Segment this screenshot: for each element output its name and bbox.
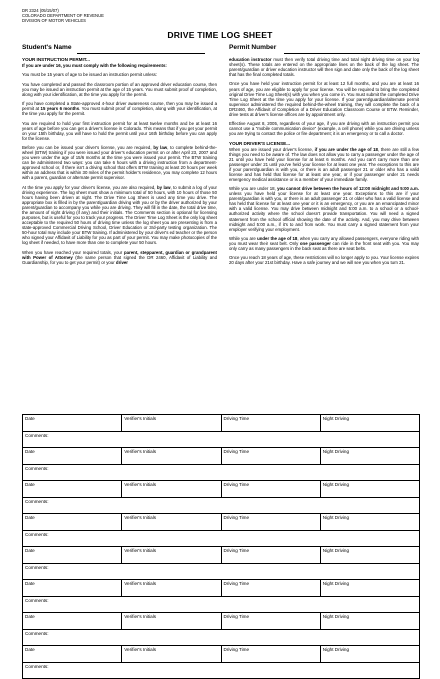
student-info-row [22, 44, 418, 56]
date-cell[interactable]: Date [23, 646, 122, 663]
log-comments-row [23, 432, 420, 448]
log-entry-row [23, 580, 420, 597]
night-driving-cell[interactable]: Night Driving [320, 613, 419, 630]
left-column [22, 57, 217, 269]
driving-time-cell[interactable]: Driving Time [221, 514, 320, 531]
log-entry-row [23, 547, 420, 564]
verifier-initials-cell[interactable]: Verifier's Initials [122, 415, 221, 432]
right-column [229, 57, 419, 270]
driving-log-paragraph: At the time you apply for your driver's license, you are also required, by law, to submit a log of your driving experience. The log sheet must show a minimum total of 50 hours, with 10 hours of those 50 hours having been driven at night. The Drive Time Log Sheet is used any time you drive. The appropriate box is filled in by the parent/guardian driving with you or by the driver authorized by your parent/guardian to accompany you while you are driving. They will fill in the date, the total drive time, the amount of night driving (if any) and their initials. The Comments section is optional for licensing purposes, but is useful for you to track your progress. The Driver Time Log Sheet is the only log sheet acceptable to the required 50 hours of driving time unless the log sheet you are presenting is from a state-approved Commercial Driving School, Driver Education or 3rd-party testing organization. The 50-hour total may include your BTW training. If administered by your driver's ed teacher or the person who signed your Affidavit of Liability for you as part of your permit. You may make photocopies of the log sheet if needed, to have more than one to complete your 50 hours. [22, 184, 218, 246]
form-number: DR 2324 (05/15/07) [22, 8, 59, 13]
driver-ed-paragraph: You have completed and passed the classroom portion of an approved driver education course, then you may be issued an instruction permit at the age of 15 years. You must submit proof of completion, along with your identification, at the time you apply for the permit. [22, 81, 217, 97]
permit-number-field[interactable] [284, 53, 420, 54]
date-cell[interactable]: Date [23, 580, 122, 597]
comments-cell[interactable]: Comments: [23, 465, 420, 481]
comments-cell[interactable]: Comments: [23, 564, 420, 580]
seat-belt-paragraph: While you are under the age of 18, when you carry any allowed passengers, everyone riding with you must wear their seat belt. Only one passenger can ride in the front seat with you. You may only carry as many passengers in the back seat as there are seat belts. [229, 235, 419, 252]
passenger-restriction-paragraph: When you are issued your driver's license, if you are under the age of 18, there are still a few things you need to be aware of. The law does not allow you to carry a passenger under the age of 21 until you have held your license for at least 6 months. And you can't carry more than one passenger under 21 until you've held your license for at least one year. The exceptions to this are if your parent/guardian is with you, or there is an adult passenger 21 or older who has a valid license and has held that license for at least one year, or if your passenger under 21 needs emergency medical assistance or is a member of your immediate family. [229, 146, 419, 182]
log-comments-row [23, 564, 420, 580]
date-cell[interactable]: Date [23, 448, 122, 465]
comments-cell[interactable]: Comments: [23, 498, 420, 514]
night-driving-cell[interactable]: Night Driving [320, 547, 419, 564]
verifier-initials-cell[interactable]: Verifier's Initials [122, 613, 221, 630]
night-driving-cell[interactable]: Night Driving [320, 448, 419, 465]
comments-cell[interactable]: Comments: [23, 531, 420, 547]
permit-number-label: Permit Number [229, 44, 277, 51]
age-18-paragraph: Once you reach 18 years of age, these restrictions will no longer apply to you. Your license expires 20 days after your 21st birthday. Have a safe journey and we will see you when you turn 21. [229, 255, 419, 266]
verification-paragraph: When you have reached your required totals, your parent, stepparent, guardian or grandparent with Power of Attorney (the same person that signed the DR 2460, Affidavit of Liability and Guardianship, for you to get your permit) or your driver [22, 249, 217, 265]
log-entry-row [23, 514, 420, 531]
night-driving-cell[interactable]: Night Driving [320, 580, 419, 597]
log-entry-row [23, 613, 420, 630]
night-driving-cell[interactable]: Night Driving [320, 415, 419, 432]
document-title: DRIVE TIME LOG SHEET [167, 30, 273, 40]
driving-time-cell[interactable]: Driving Time [221, 646, 320, 663]
night-driving-cell[interactable]: Night Driving [320, 646, 419, 663]
student-name-field[interactable] [77, 53, 205, 54]
verifier-initials-cell[interactable]: Verifier's Initials [122, 646, 221, 663]
drivers-license-heading: YOUR DRIVER'S LICENSE... [229, 140, 291, 146]
license-eligibility-paragraph: Once you have held your instruction permit for at least 12 full months, and you are at least 16 years of age, you are eligible to apply for your license. You will be required to bring the completed original Drive Time Log Sheet(s) with you when you come in. You must submit the completed Drive Time Log Sheet at the time you apply for your license. If your parent/guardian/alternate permit supervisor administered the required behind-the-wheel training, they will complete the back of a DR2460, the Affidavit of Completion of a Driver Education Classroom Course or BTW. Reminder, drive tests at driver's license offices are by appointment only. [229, 81, 419, 117]
instruction-permit-heading: YOUR INSTRUCTION PERMIT... [22, 57, 90, 62]
driving-time-cell[interactable]: Driving Time [221, 415, 320, 432]
log-comments-row [23, 498, 420, 514]
log-entry-row [23, 481, 420, 498]
verifier-initials-cell[interactable]: Verifier's Initials [122, 448, 221, 465]
under-16-requirements: If you are under 16, you must comply with the following requirements: [22, 63, 167, 69]
verifier-initials-cell[interactable]: Verifier's Initials [122, 481, 221, 498]
log-comments-row [23, 630, 420, 646]
log-comments-row [23, 465, 420, 481]
log-comments-row [23, 663, 420, 679]
mobile-device-paragraph: Effective August 8, 2005, regardless of your age, if you are driving with an instruction permit you cannot use a "mobile communication device" (example, a cell phone) while you are driving unless you are trying to contact the police or fire department; it is an emergency or to call a doctor. [229, 121, 419, 137]
verifier-initials-cell[interactable]: Verifier's Initials [122, 514, 221, 531]
awareness-course-paragraph: If you have completed a State-approved 4-hour driver awareness course, then you may be issued a permit at 15 years 6 months. You must submit proof of completion, along with your identification, at the time you apply for the permit. [22, 101, 217, 117]
log-entry-row [23, 448, 420, 465]
hold-permit-paragraph: You are required to hold your first instruction permit for at least twelve months and be at least 16 years of age before you can get a driver's license in Colorado. This means that if you get your permit on your 15th birthday, you will have to hold the permit until your 16th birthday before you can apply for the license. [22, 120, 217, 141]
drive-log-table [22, 414, 420, 679]
permit-age-paragraph: You must be 15 years of age to be issued an instruction permit unless: [22, 72, 158, 78]
driving-time-cell[interactable]: Driving Time [221, 580, 320, 597]
driving-time-cell[interactable]: Driving Time [221, 613, 320, 630]
comments-cell[interactable]: Comments: [23, 432, 420, 448]
log-comments-row [23, 597, 420, 613]
date-cell[interactable]: Date [23, 613, 122, 630]
btw-training-paragraph: Before you can be issued your driver's license, you are required, by law, to complete behind-the-wheel (BTW) training if you were issued your driver's education permit on or after April 23, 2007 and you were under the age of 15/6 months at the time you were issued your permit. The BTW training can be administered two ways: you can take 6 hours with a driving instruction from a department-approved school or, if there isn't a driving school that offers BTW training at least 20 hours per week within an address that is within 30 miles of the permit holder's residence, you may complete 12 hours with a parent, guardian or alternate permit supervisor. [22, 145, 217, 181]
driving-time-cell[interactable]: Driving Time [221, 547, 320, 564]
comments-cell[interactable]: Comments: [23, 597, 420, 613]
log-comments-row [23, 531, 420, 547]
date-cell[interactable]: Date [23, 547, 122, 564]
curfew-paragraph: While you are under 18, you cannot drive between the hours of 12:00 midnight and 5:00 a.m. unless you have held your license for at least one year. Exceptions to this are if your parent/guardian is with you, or there is an adult passenger 21 or older who has a valid license and has held that license for at least one year or it is an emergency, or you are an emancipated minor with a valid license. You may drive between midnight and 5:00 a.m. to a school or a school-authorized activity where the school doesn't provide transportation. You will need a signed statement from the school official showing the date of the activity. And, you may drive between midnight and 5:00 a.m., if it's to and from work. You must carry a signed statement from your employer verifying your employment. [229, 186, 420, 232]
student-name-label: Student's Name [22, 44, 72, 51]
comments-cell[interactable]: Comments: [23, 663, 420, 679]
date-cell[interactable]: Date [23, 514, 122, 531]
night-driving-cell[interactable]: Night Driving [320, 481, 419, 498]
comments-cell[interactable]: Comments: [23, 630, 420, 646]
log-entry-row [23, 646, 420, 663]
date-cell[interactable]: Date [23, 481, 122, 498]
form-identifier [22, 8, 104, 24]
date-cell[interactable]: Date [23, 415, 122, 432]
verifier-initials-cell[interactable]: Verifier's Initials [122, 547, 221, 564]
driving-time-cell[interactable]: Driving Time [221, 481, 320, 498]
log-entry-row [23, 415, 420, 432]
instructor-verify-paragraph: education instructor must then verify total driving time and total night driving time on your log sheet(s). These totals are entered on the appropriate lines on the back of the log sheet. The parent/guardian or driver education instructor will then sign and date only the back of the log sheet that has the final completed totals. [229, 57, 419, 78]
division-name: DIVISION OF MOTOR VEHICLES [22, 18, 86, 24]
night-driving-cell[interactable]: Night Driving [320, 514, 419, 531]
verifier-initials-cell[interactable]: Verifier's Initials [122, 580, 221, 597]
driving-time-cell[interactable]: Driving Time [221, 448, 320, 465]
department-name: COLORADO DEPARTMENT OF REVENUE [22, 13, 104, 19]
